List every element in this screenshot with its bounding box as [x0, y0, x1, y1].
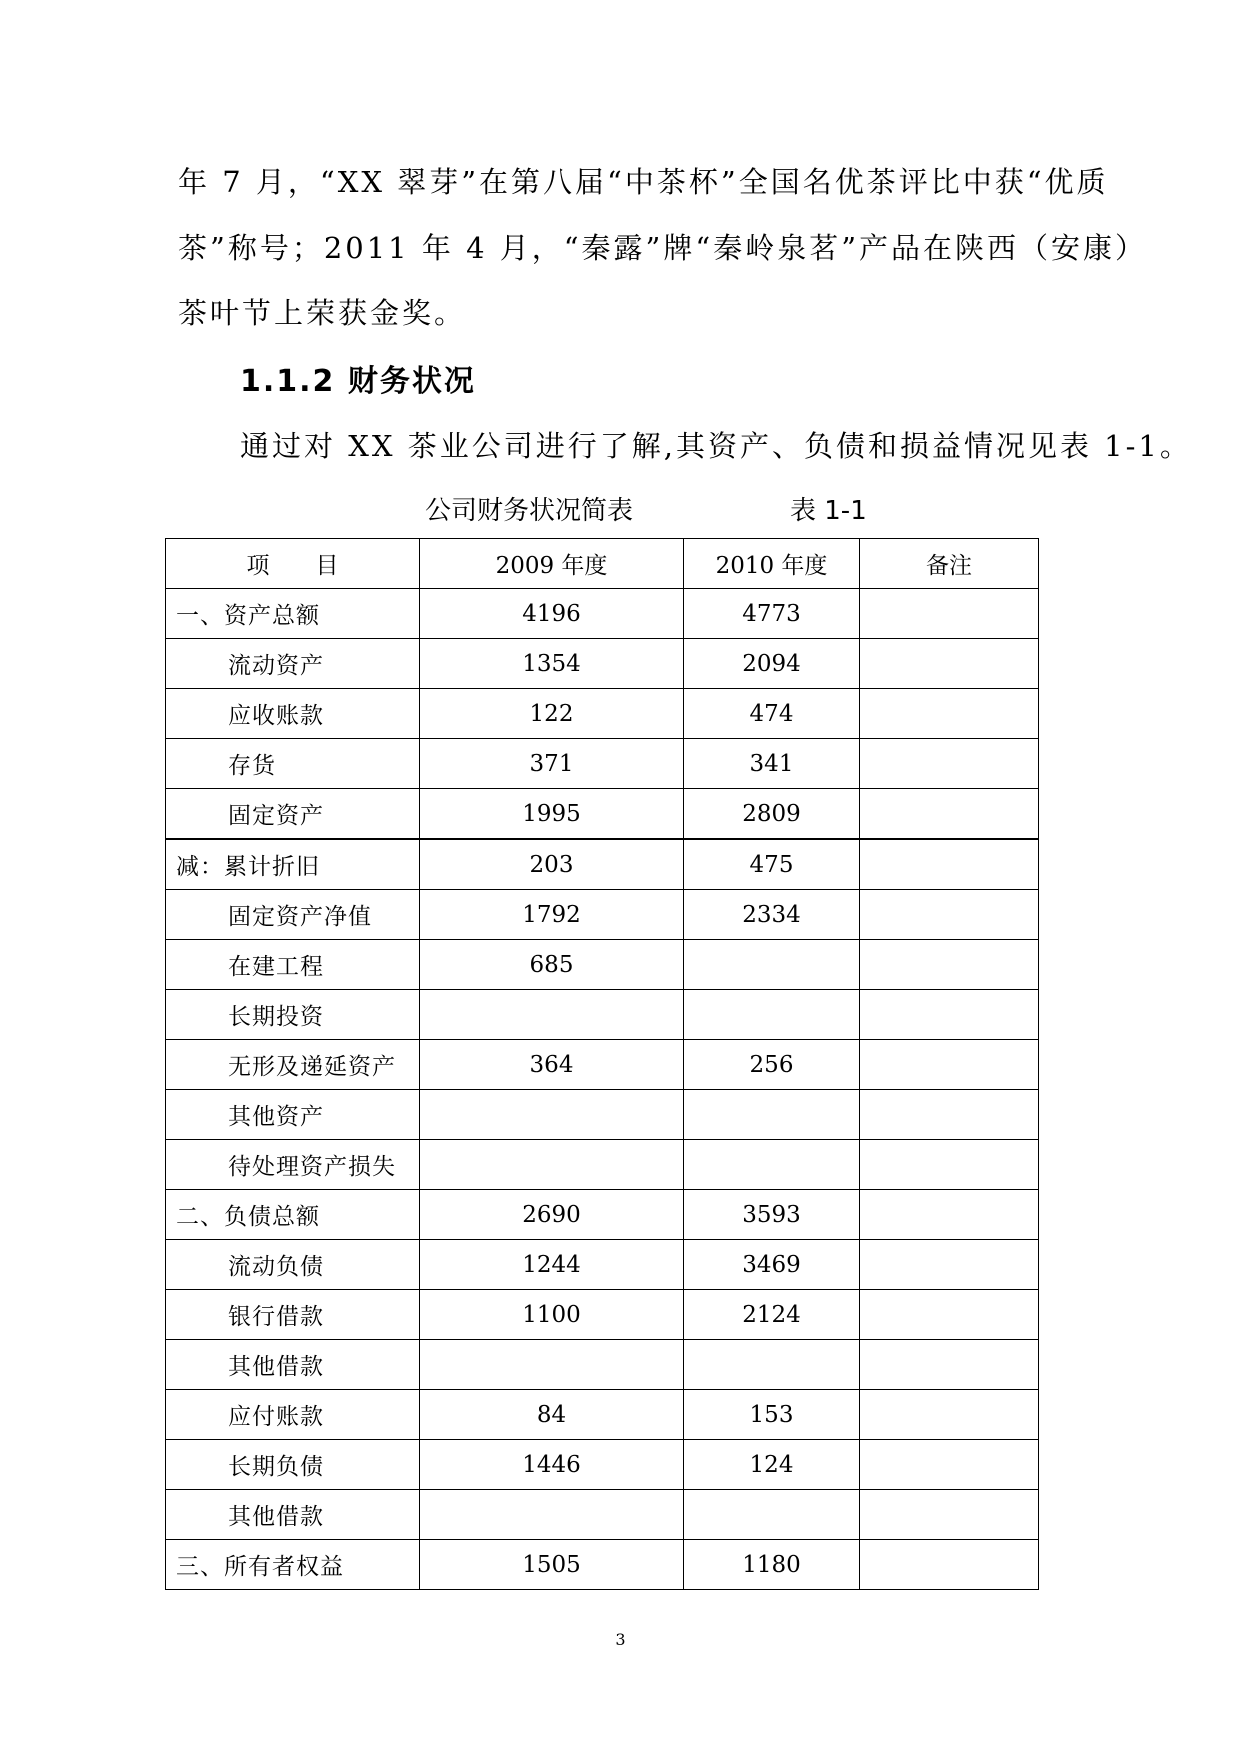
table-row: [166, 739, 1039, 789]
row-item: 其他借款: [166, 1340, 420, 1390]
row-item: 减：累计折旧: [166, 839, 420, 890]
row-2009: [420, 990, 684, 1040]
row-note: [860, 1040, 1039, 1090]
row-2010: 3593: [684, 1190, 860, 1240]
paragraph-line-2: 茶”称号；2011 年 4 月，“秦露”牌“秦岭泉茗”产品在陕西（安康）: [178, 231, 1148, 265]
row-note: [860, 1140, 1039, 1190]
header-item: 项 目: [166, 539, 420, 589]
table-row: [166, 1390, 1039, 1440]
row-item: 其他资产: [166, 1090, 420, 1140]
row-note: [860, 1240, 1039, 1290]
row-item: 流动资产: [166, 639, 420, 689]
row-item: 长期投资: [166, 990, 420, 1040]
row-2010: 153: [684, 1390, 860, 1440]
row-2010: 124: [684, 1440, 860, 1490]
row-2010: 475: [684, 839, 860, 890]
row-2009: 1505: [420, 1540, 684, 1590]
row-2009: 685: [420, 940, 684, 990]
table-row: [166, 839, 1039, 890]
table-row: [166, 1490, 1039, 1540]
row-item: 其他借款: [166, 1490, 420, 1540]
table-row: [166, 1140, 1039, 1190]
intro-paragraph: 通过对 XX 茶业公司进行了解,其资产、负债和损益情况见表 1-1。: [240, 429, 1192, 463]
row-note: [860, 990, 1039, 1040]
row-2009: 371: [420, 739, 684, 789]
row-note: [860, 1490, 1039, 1540]
row-2009: [420, 1090, 684, 1140]
row-note: [860, 1190, 1039, 1240]
row-note: [860, 839, 1039, 890]
table-row: [166, 639, 1039, 689]
row-2010: 3469: [684, 1240, 860, 1290]
header-note: 备注: [860, 539, 1039, 589]
table-row: [166, 990, 1039, 1040]
row-item: 三、所有者权益: [166, 1540, 420, 1590]
row-2009: [420, 1490, 684, 1540]
row-note: [860, 689, 1039, 739]
table-row: [166, 1290, 1039, 1340]
table-header-row: [166, 539, 1039, 589]
row-2009: 1354: [420, 639, 684, 689]
row-2009: 1446: [420, 1440, 684, 1490]
row-item: 应收账款: [166, 689, 420, 739]
page-number: 3: [615, 1630, 626, 1649]
row-2010: 341: [684, 739, 860, 789]
row-note: [860, 890, 1039, 940]
row-note: [860, 1390, 1039, 1440]
row-2009: 122: [420, 689, 684, 739]
header-2009: 2009 年度: [420, 539, 684, 589]
row-note: [860, 1090, 1039, 1140]
table-row: [166, 1090, 1039, 1140]
row-2010: 1180: [684, 1540, 860, 1590]
paragraph-line-1: 年 7 月，“XX 翠芽”在第八届“中茶杯”全国名优茶评比中获“优质: [178, 165, 1109, 199]
table-row: [166, 1040, 1039, 1090]
row-2010: 4773: [684, 589, 860, 639]
table-row: [166, 1340, 1039, 1390]
row-item: 固定资产: [166, 789, 420, 840]
table-row: [166, 589, 1039, 639]
row-note: [860, 1340, 1039, 1390]
row-item: 流动负债: [166, 1240, 420, 1290]
row-2010: [684, 1090, 860, 1140]
section-heading: 1.1.2 财务状况: [240, 364, 476, 399]
row-2010: [684, 990, 860, 1040]
row-note: [860, 789, 1039, 840]
row-note: [860, 739, 1039, 789]
row-2009: 203: [420, 839, 684, 890]
row-item: 应付账款: [166, 1390, 420, 1440]
table-number: 表 1-1: [790, 496, 867, 526]
row-2010: [684, 1490, 860, 1540]
row-2010: 2124: [684, 1290, 860, 1340]
row-item: 无形及递延资产: [166, 1040, 420, 1090]
row-2009: 1792: [420, 890, 684, 940]
row-item: 待处理资产损失: [166, 1140, 420, 1190]
row-item: 长期负债: [166, 1440, 420, 1490]
row-note: [860, 639, 1039, 689]
row-item: 固定资产净值: [166, 890, 420, 940]
row-note: [860, 1290, 1039, 1340]
table-row: [166, 1240, 1039, 1290]
row-2009: 1100: [420, 1290, 684, 1340]
table-row: [166, 1540, 1039, 1590]
row-2009: 1244: [420, 1240, 684, 1290]
row-item: 二、负债总额: [166, 1190, 420, 1240]
row-2010: 2809: [684, 789, 860, 840]
row-note: [860, 1540, 1039, 1590]
paragraph-line-3: 茶叶节上荣获金奖。: [178, 296, 467, 330]
row-item: 在建工程: [166, 940, 420, 990]
row-item: 存货: [166, 739, 420, 789]
row-2009: 4196: [420, 589, 684, 639]
row-2009: 84: [420, 1390, 684, 1440]
row-note: [860, 589, 1039, 639]
table-row: [166, 1440, 1039, 1490]
header-2010: 2010 年度: [684, 539, 860, 589]
table-row: [166, 890, 1039, 940]
row-note: [860, 940, 1039, 990]
finance-summary-table: [165, 538, 1039, 1590]
row-2010: 2094: [684, 639, 860, 689]
row-item: 一、资产总额: [166, 589, 420, 639]
row-2009: 364: [420, 1040, 684, 1090]
row-item: 银行借款: [166, 1290, 420, 1340]
table-caption: 公司财务状况简表: [425, 496, 634, 526]
row-2010: [684, 940, 860, 990]
row-2009: [420, 1140, 684, 1190]
row-2009: [420, 1340, 684, 1390]
row-2010: [684, 1140, 860, 1190]
row-note: [860, 1440, 1039, 1490]
row-2009: 1995: [420, 789, 684, 840]
row-2010: 256: [684, 1040, 860, 1090]
table-row: [166, 1190, 1039, 1240]
table-row: [166, 689, 1039, 739]
row-2010: [684, 1340, 860, 1390]
row-2010: 2334: [684, 890, 860, 940]
row-2009: 2690: [420, 1190, 684, 1240]
row-2010: 474: [684, 689, 860, 739]
table-row: [166, 789, 1039, 840]
table-row: [166, 940, 1039, 990]
